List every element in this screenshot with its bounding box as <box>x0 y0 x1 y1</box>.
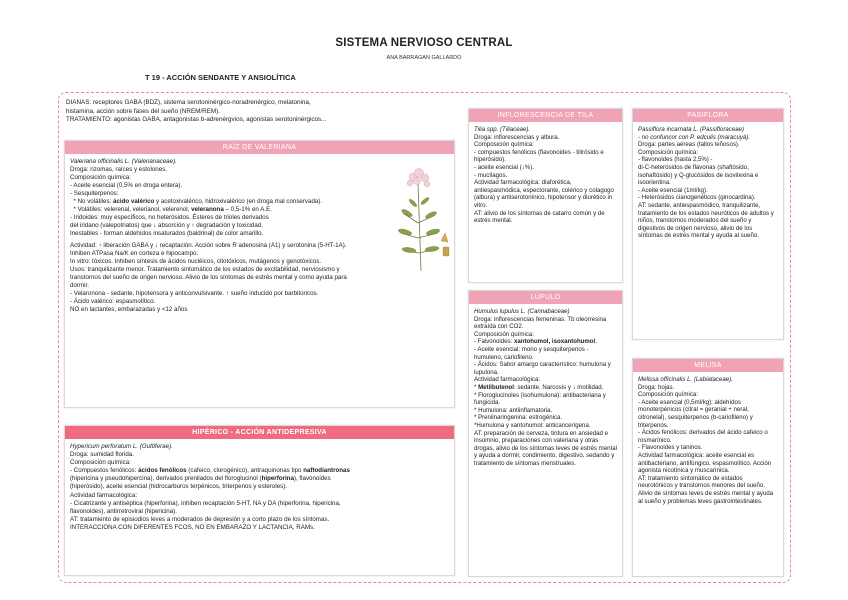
hiperico-header: HIPÉRICO - ACCIÓN ANTIDEPRESIVA <box>65 426 454 439</box>
lupulo-a1: * Metilbutenol: sedante. Narcosis y ↓ motilidad. <box>474 383 604 391</box>
tila-card <box>468 108 623 283</box>
valeriana-iridoides: Inestables - forman aldehídos insaturados (baldrinal) de color amarillo. <box>70 230 264 237</box>
valeriana-acido: - Ácido valérico: espasmolítico. <box>70 298 156 305</box>
pasiflora-droga: Droga: partes aéreas (tallos leñosos). <box>638 141 740 149</box>
lupulo-c3: - Ácidos: Sabor amargo característico: humulona y lupulona. <box>474 361 611 376</box>
valeriana-velaronona: - Velaronona - sedante, hipotensora y anticonvulsivante. ↑ sueño inducido por barbitúricos. <box>70 290 319 297</box>
valeriana-warning: NO en lactantes, embarazadas y <12 años <box>70 306 188 313</box>
lupulo-a3: * Humulona: antiinflamatoria. <box>474 406 553 414</box>
tila-act: Actividad farmacológica: diaforética, antiespasmódica, espectorante, colérico y colagogo (albura) y antiserotonínico, hipotensor y diurético in vitro. <box>474 179 614 209</box>
lupulo-comp: Composición química: <box>474 330 534 338</box>
valeriana-vol: * Volátiles: velerenal, velerianol, velerenol, veleranona – 0,5-1% en A.E. <box>73 206 272 213</box>
valerian-plant-illustration <box>383 163 455 273</box>
hiperico-card <box>64 425 455 576</box>
lupulo-header: LÚPULO <box>469 291 622 304</box>
melisa-card <box>632 358 784 577</box>
hiperico-droga: Droga: sumidad florida. <box>70 451 134 459</box>
lupulo-c1: - Falvonoides: xantohumol, isoxantohumol. <box>474 338 597 346</box>
hiperico-act: Actividad farmacológica: <box>70 491 138 499</box>
pasiflora-header: PASIFLORA <box>633 109 783 122</box>
intro-line: DIANAS: receptores GABA (BDZ), sistema serotoninérgico-noradrenérgico, melatonina, <box>66 99 311 106</box>
pasiflora-at: AT: sedante, antiespasmódico, tranquilizante, tratamiento de los estados neuróticos de adultos y niños, transtornos moderados del sueño y digestivos de origen nervioso, alivio de los síntomas de estrés mental y ayuda al sueño. <box>638 201 774 240</box>
melisa-species: Melissa officinalis L. (Labiataceae). <box>638 376 733 383</box>
valeriana-iridoides: del iridano (valepotriatos) que ↓ absorción y ↑ degradación y toxicidad. <box>70 222 263 229</box>
tila-header: INFLORESCENCIA DE TILA <box>469 109 622 122</box>
lupulo-at: AT: preparación de cerveza, tintura en ansiedad e insomnio, preparaciones con valeriana y otras drogas, alivio de los síntomas leves de estrés mental y ayuda a dormir, condimiento, digestivo, sedando y tratamiento de síntomas menstruales. <box>474 429 617 467</box>
valeriana-droga: Droga: rizomas, raíces y estolones. <box>70 166 167 173</box>
valeriana-usos: dormir. <box>70 282 89 289</box>
valeriana-invitro: In vitro: tóxicos. Inhiben síntesis de ácidos nucléicos, citotóxicos, mutágenos y genotóxicos. <box>70 258 322 265</box>
hiperico-at: AT: tratamiento de episiodios leves a moderados de depresión y a corto plazo de los síntomas. <box>70 515 330 523</box>
tila-comp: Composición química: <box>474 141 534 149</box>
hiperico-comp: Composición química: <box>70 459 131 467</box>
intro-line: TRATAMIENTO: agonistas GABA, antagonistas b-adrenérgvios, agonistas serotoninérgicos... <box>66 116 327 124</box>
tila-species: Tilia spp. (Tiliaceae). <box>474 126 531 133</box>
pasiflora-comp: Composición química: <box>638 148 698 156</box>
melisa-c3: - Flavonoides y taninos. <box>638 444 703 452</box>
pasiflora-c1: - flavonoides (hasta 2,5%) - <box>638 156 713 164</box>
pasiflora-species-note: - no confuncor con P. edculis (maracuyá). <box>638 133 750 141</box>
page-title: SISTEMA NERVIOSO CENTRAL <box>335 37 513 49</box>
valeriana-comp: Composición química: <box>70 174 131 181</box>
tila-c1: - compuestos fenólicos (flavonoides - tilirósido e hiperósido). <box>474 148 604 164</box>
tila-droga: Droga: inflorescencias y albura. <box>474 133 560 141</box>
lupulo-act: Actividad farmacológica: <box>474 376 541 384</box>
lupulo-a2: * Floroglucinoles (isohumulona): antibacteriana y fungicida. <box>474 391 606 407</box>
melisa-at: AT: tratamiento sintomático de estados neurotónicos y transtornos menores del sueño. Alivio de síntomas leves de estrés mental y ayuda al sueño y problemas leves gastrointestinales. <box>638 474 774 505</box>
valeriana-iridoides: - Iridoides: muy específicos, no heterósidos. Ésteres de trioles derivados <box>70 214 269 221</box>
tila-c2: - aceite esencial (↓%). <box>474 163 534 171</box>
tila-c3: - mucílagos. <box>474 171 508 179</box>
melisa-c2: - Ácidos fenólicos: derivados del ácido cafeico o rosmarínico. <box>638 429 768 444</box>
valeriana-usos: Usos: tranquilizante menor. Tratamiento sintomático de los estados de excitabilidad, nerviosismo y <box>70 266 340 273</box>
melisa-act: Actividad farmacológica: aceite esencial es antibacteriano, antifúngico, espasmolítico. Acción agonista nicotínica y muscarínica. <box>638 451 772 475</box>
melisa-comp: Composición química: <box>638 391 698 399</box>
lupulo-species: Humulus lupulus L. (Cannabaceae) <box>474 308 570 315</box>
hiperico-c2: (hipericina y pseudohipercina), derivados prenilados del floroglucinol (hiperforina), flavonoides <box>70 475 331 483</box>
pasiflora-species: Passiflora incarnata L. (Passifloraceae) <box>638 126 745 133</box>
melisa-droga: Droga: hojas. <box>638 383 675 391</box>
lupulo-droga: Droga: inflorescencias femeninas. Tb oleorresina extraída con CO2. <box>474 315 607 331</box>
hiperico-a2: flavonoides), antirretroviral (hipericina). <box>70 507 177 515</box>
hiperico-c3: (hiperósido), aceite esencial (hidrocarburos terpénicos, triterpenos y esteroles). <box>70 483 288 491</box>
valeriana-species: Valeriana officinalis L. (Valerianaceae). <box>70 158 177 165</box>
hiperico-c1: - Compuestos fenólicos: ácidos fenólicos (cafeico, clorogénico), antraquinonas tipo naftodiantronas <box>70 467 350 475</box>
author-name: ANA BARRAGAN GALLARDO <box>386 55 462 61</box>
valeriana-actividad: Actividad: ↑ liberación GABA y ↓ recaptación. Acción sobre R adenosina (A1) y serotonina (5-HT-1A). <box>70 242 347 249</box>
intro-text <box>66 99 456 125</box>
tila-at: AT: alivio de los síntomas de catarro común y de estrés mental. <box>474 209 605 225</box>
intro-line: histamina, acción sobre fases del sueño (NREM/REM). <box>66 107 220 115</box>
topic-subtitle: T 19 - ACCIÓN SENDANTE Y ANSIOLÍTICA <box>145 73 296 82</box>
valeriana-header: RAÍZ DE VALERIANA <box>65 141 454 154</box>
pasiflora-c2: di-C-heterósidos de flavonas (shaftósido, isohaftósido) y Q-glucósidos de isovitexina e isoorientina. <box>638 163 759 187</box>
valeriana-usos: transtornos del sueño de origen nervioso. Alivio de los síntomas de estrés mental y como ayuda para <box>70 274 347 281</box>
valeriana-aceite: - Aceite esencial (0,5% en droga entera). <box>70 182 183 189</box>
pasiflora-c3: - Aceite esencial (1ml/kg). <box>638 186 708 194</box>
hiperico-a1: - Cicatrizante y antiséptica (hiperforina), inhiben recaptación 5-HT, NA y DA (hiperforina, hipericina, <box>70 499 341 507</box>
hiperico-species: Hypericum perforatum L. (Guttiferae). <box>70 443 173 450</box>
lupulo-a5: *Humulona y xantohumol: anticancerígena. <box>474 421 591 429</box>
valeriana-sesq: - Sesquiterpenos: <box>70 190 119 197</box>
pasiflora-c4: - Heterósidos cianogenéticos (ginocardina). <box>638 194 756 202</box>
valeriana-card <box>64 140 455 408</box>
valeriana-novol: * No volátiles: ácido valérico y acetoxivalérico, hidroxivalérico (en droga mal conservada). <box>73 198 323 205</box>
valeriana-actividad: Inhiben ATPasa Na/K en corteza e hipocampo. <box>70 250 199 257</box>
melisa-c1: - Aceite esencial (0,5ml/kg): aldehídos monoterpénicos (citral = geranial + neral, citronelal), sesquiterpenos (b-cariofileno) y triterpenos. <box>638 398 753 429</box>
melisa-header: MELISA <box>633 359 783 372</box>
hiperico-interacciones: INTERACCIONA CON DIFERENTES FCOS, NO EN EMBARAZO Y LACTANCIA, RAMs. <box>70 523 315 531</box>
lupulo-c2: - Aceite esencial: mono y sesquiterpenos - humuleno, cariofileno. <box>474 345 589 361</box>
lupulo-card <box>468 290 623 577</box>
lupulo-a4: * Prenilnaringenina: estrogénica. <box>474 414 563 422</box>
pasiflora-card <box>632 108 784 340</box>
